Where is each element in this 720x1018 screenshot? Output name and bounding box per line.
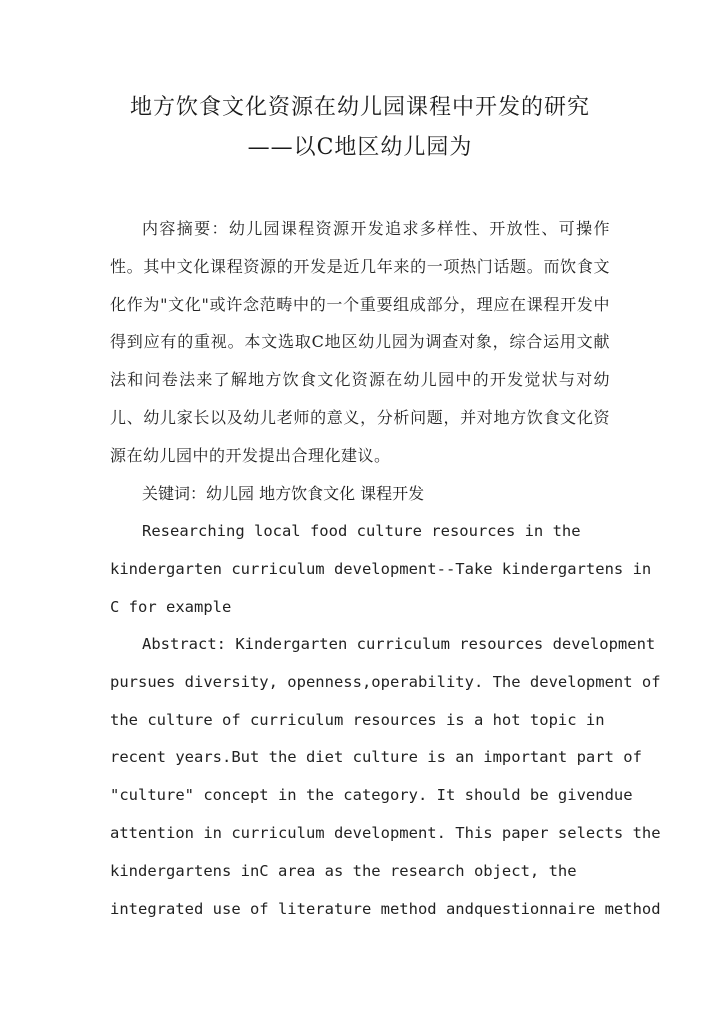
paper-title-line-2: ——以C地区幼儿园为 (247, 135, 473, 160)
chinese-abstract-text: 内容摘要：幼儿园课程资源开发追求多样性、开放性、可操作性。其中文化课程资源的开发是近几年来的一项热门话题。而饮食文化作为"文化"或许念范畴中的一个重要组成部分，理应在课程开发中得到应有的重视。本文选取C地区幼儿园为调查对象，综合运用文献法和问卷法来了解地方饮食文化资源在幼儿园中的开发觉状与对幼儿、幼儿家长以及幼儿老师的意义，分析问题，并对地方饮食文化资源在幼儿园中的开发提出合理化建议。 (110, 219, 610, 465)
english-title (110, 513, 652, 626)
english-title-line: kindergarten curriculum development--Take kindergartens in (110, 559, 652, 578)
english-abstract (110, 626, 661, 928)
english-abstract-line: the culture of curriculum resources is a hot topic in (110, 710, 605, 729)
keywords: 关键词：幼儿园 地方饮食文化 课程开发 (142, 484, 425, 503)
chinese-abstract (110, 210, 610, 475)
english-title-line: Researching local food culture resources in the (142, 522, 581, 540)
english-abstract-line: "culture" concept in the category. It should be givendue (110, 786, 633, 805)
english-abstract-line: attention in curriculum development. This paper selects the (110, 823, 661, 842)
english-abstract-line: pursues diversity, openness,operability. The development of (110, 672, 661, 691)
english-abstract-line: integrated use of literature method andquestionnaire method (110, 899, 661, 918)
english-abstract-line: Abstract: Kindergarten curriculum resources development (142, 635, 656, 653)
paper-title-line-1: 地方饮食文化资源在幼儿园课程中开发的研究 (129, 95, 590, 120)
english-title-line: C for example (110, 597, 232, 616)
english-abstract-line: kindergartens inC area as the research object, the (110, 861, 577, 880)
paper-title (0, 88, 720, 168)
english-abstract-line: recent years.But the diet culture is an important part of (110, 748, 642, 767)
